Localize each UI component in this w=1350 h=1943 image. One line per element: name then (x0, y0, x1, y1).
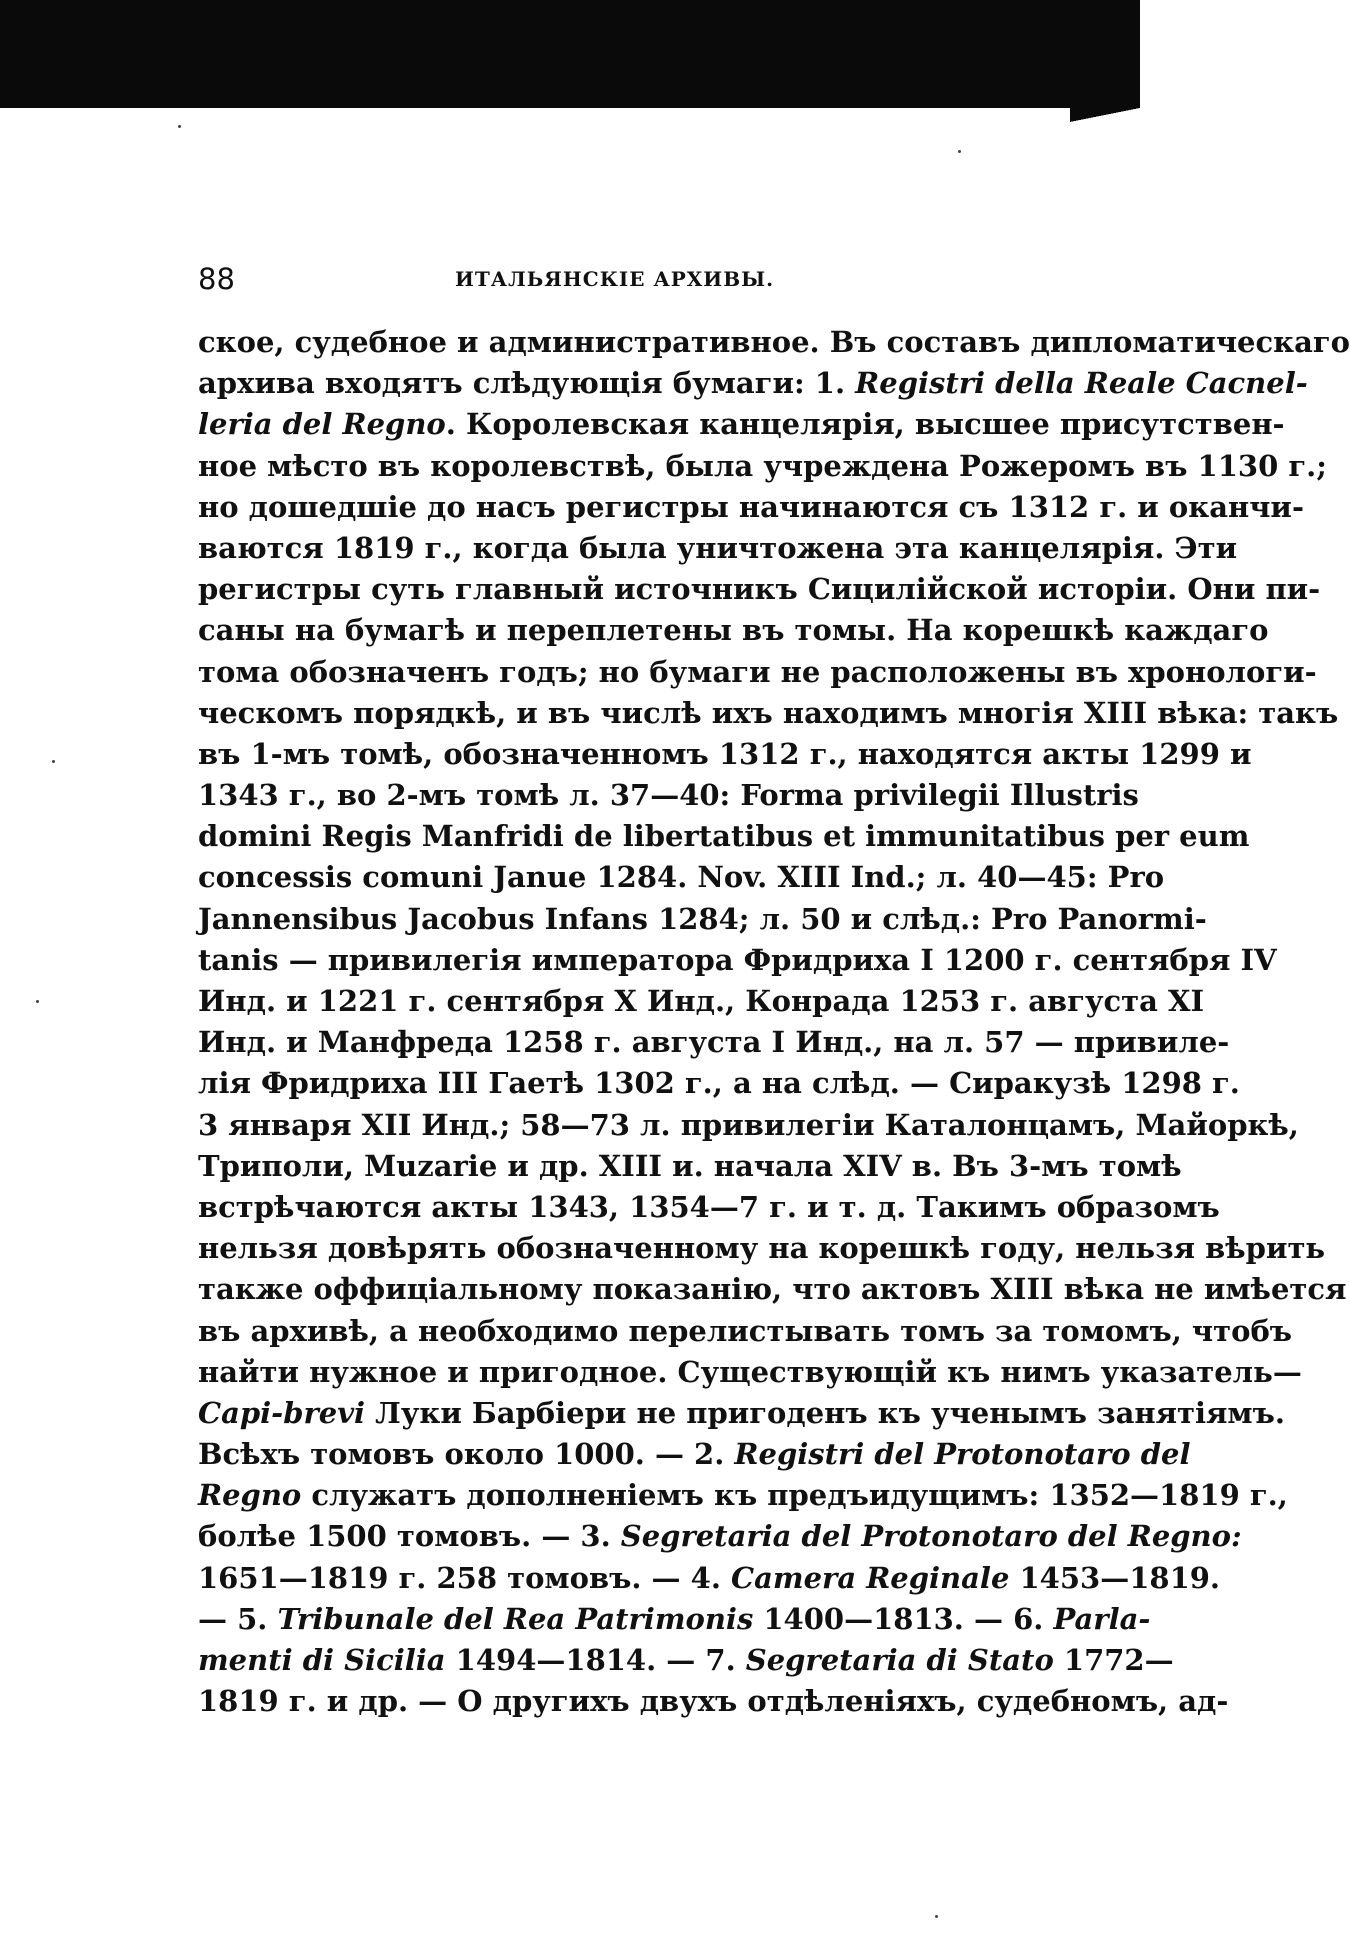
text-line (198, 1516, 1242, 1557)
text-run: саны на бумагѣ и переплетены въ томы. На корешкѣ каждаго (198, 613, 1269, 648)
scan-speck (178, 125, 181, 128)
text-run: — 5. (198, 1601, 278, 1636)
text-run: . Королевская канцелярія, высшее присутствен- (445, 407, 1285, 442)
text-run: ное мѣсто въ королевствѣ, была учреждена Рожеромъ въ 1130 г.; (198, 448, 1327, 483)
text-line (198, 1599, 1151, 1640)
text-run: служатъ дополненіемъ къ предъидущимъ: 1352—1819 г., (301, 1478, 1288, 1513)
text-line (198, 775, 1139, 816)
running-title: ИТАЛЬЯНСКІЕ АРХИВЫ. (455, 267, 775, 291)
text-run: ческомъ порядкѣ, и въ числѣ ихъ находимъ многія XIII вѣка: такъ (198, 695, 1339, 730)
italic-title: Segretaria del Protonotaro del Regno: (620, 1519, 1242, 1554)
text-run: tanis — привилегія императора Фридриха I 1200 г. сентября IV (198, 942, 1277, 977)
text-line (198, 322, 1350, 363)
text-line (198, 1352, 1302, 1393)
italic-title: Regno (198, 1478, 302, 1513)
text-line (198, 981, 1205, 1022)
text-line (198, 816, 1250, 857)
text-line (198, 857, 1165, 898)
text-line (198, 693, 1339, 734)
text-line (198, 1681, 1229, 1722)
text-run: 1343 г., во 2-мъ томѣ л. 37—40: Forma privilegii Illustris (198, 778, 1139, 813)
text-run: также оффиціальному показанію, что актовъ XIII вѣка не имѣется (198, 1272, 1347, 1307)
text-run: Jannensibus Jacobus Infans 1284; л. 50 и слѣд.: Pro Panormi- (198, 901, 1207, 936)
text-run: 1400—1813. — 6. (753, 1601, 1054, 1636)
text-line (198, 528, 1238, 569)
text-line (198, 446, 1327, 487)
text-line (198, 1311, 1293, 1352)
italic-title: Parla- (1053, 1601, 1151, 1636)
text-line (198, 940, 1277, 981)
text-line (198, 1022, 1230, 1063)
scan-speck (36, 1000, 39, 1003)
text-line (198, 1146, 1182, 1187)
text-run: архива входятъ слѣдующія бумаги: 1. (198, 366, 856, 401)
text-run: но дошедшіе до насъ регистры начинаются съ 1312 г. и оканчи- (198, 489, 1304, 524)
text-line (198, 404, 1285, 445)
text-line (198, 1228, 1326, 1269)
text-line (198, 652, 1317, 693)
text-line (198, 734, 1252, 775)
text-run: Луки Барбіери не пригоденъ къ ученымъ занятіямъ. (365, 1395, 1285, 1430)
text-run: нельзя довѣрять обозначенному на корешкѣ году, нельзя вѣрить (198, 1231, 1326, 1266)
text-run: найти нужное и пригодное. Существующій къ нимъ указатель— (198, 1354, 1302, 1389)
italic-title: Camera Reginale (731, 1560, 1010, 1595)
text-run: Инд. и Манфреда 1258 г. августа I Инд., на л. 57 — привиле- (198, 1025, 1230, 1060)
text-line (198, 1187, 1220, 1228)
text-line (198, 1475, 1288, 1516)
page-body (198, 322, 1350, 1722)
text-run: Всѣхъ томовъ около 1000. — 2. (198, 1437, 735, 1472)
text-run: 1819 г. и др. — О другихъ двухъ отдѣленіяхъ, судебномъ, ад- (198, 1684, 1229, 1719)
text-run: concessis comuni Janue 1284. Nov. XIII Ind.; л. 40—45: Pro (198, 860, 1165, 895)
scan-speck (958, 150, 961, 153)
text-line (198, 1434, 1191, 1475)
text-run: тома обозначенъ годъ; но бумаги не расположены въ хронологи- (198, 654, 1317, 689)
text-line (198, 1558, 1221, 1599)
text-run: лія Фридриха III Гаетѣ 1302 г., а на слѣд. — Сиракузѣ 1298 г. (198, 1066, 1240, 1101)
text-run: Инд. и 1221 г. сентября X Инд., Конрада 1253 г. августа XI (198, 984, 1205, 1018)
italic-title: Registri del Protonotaro del (734, 1437, 1191, 1472)
text-run: 3 января XII Инд.; 58—73 л. привилегіи Каталонцамъ, Майоркѣ, (198, 1107, 1299, 1142)
text-run: Триполи, Muzarie и др. XIII и. начала XIV в. Въ 3-мъ томѣ (198, 1148, 1182, 1183)
text-line (198, 1640, 1174, 1681)
text-run: ское, судебное и административное. Въ составъ дипломатическаго (198, 325, 1350, 359)
text-run: регистры суть главный источникъ Сицилійской исторіи. Они пи- (198, 572, 1321, 607)
text-line (198, 610, 1269, 651)
italic-title: Segretaria di Stato (745, 1643, 1054, 1677)
scan-border (0, 0, 1140, 108)
italic-title: Tribunale del Rea Patrimonis (277, 1601, 754, 1636)
text-line (198, 1105, 1299, 1146)
text-run: 1494—1814. — 7. (445, 1643, 746, 1677)
text-line (198, 899, 1207, 940)
italic-title: Registri della Reale Cacnel- (855, 366, 1308, 401)
page-number: 88 (198, 262, 235, 296)
text-run: 1772— (1053, 1643, 1174, 1677)
text-run: domini Regis Manfridi de libertatibus et immunitatibus per eum (198, 819, 1250, 854)
text-line (198, 1269, 1347, 1310)
italic-title: Capi-brevi (198, 1395, 366, 1430)
text-run: 1453—1819. (1009, 1560, 1221, 1595)
text-line (198, 1393, 1285, 1434)
text-run: въ 1-мъ томѣ, обозначенномъ 1312 г., находятся акты 1299 и (198, 736, 1252, 771)
text-line (198, 363, 1308, 404)
text-line (198, 569, 1321, 610)
italic-title: menti di Sicilia (198, 1643, 446, 1677)
scan-speck (52, 760, 55, 763)
text-line (198, 487, 1304, 528)
text-run: въ архивѣ, а необходимо перелистывать томъ за томомъ, чтобъ (198, 1313, 1293, 1348)
text-line (198, 1063, 1240, 1104)
scan-speck (935, 1915, 938, 1918)
text-run: 1651—1819 г. 258 томовъ. — 4. (198, 1560, 732, 1595)
text-run: ваются 1819 г., когда была уничтожена эта канцелярія. Эти (198, 530, 1238, 565)
text-run: болѣе 1500 томовъ. — 3. (198, 1519, 621, 1554)
text-run: встрѣчаются акты 1343, 1354—7 г. и т. д. Такимъ образомъ (198, 1189, 1220, 1224)
italic-title: leria del Regno (198, 407, 446, 442)
